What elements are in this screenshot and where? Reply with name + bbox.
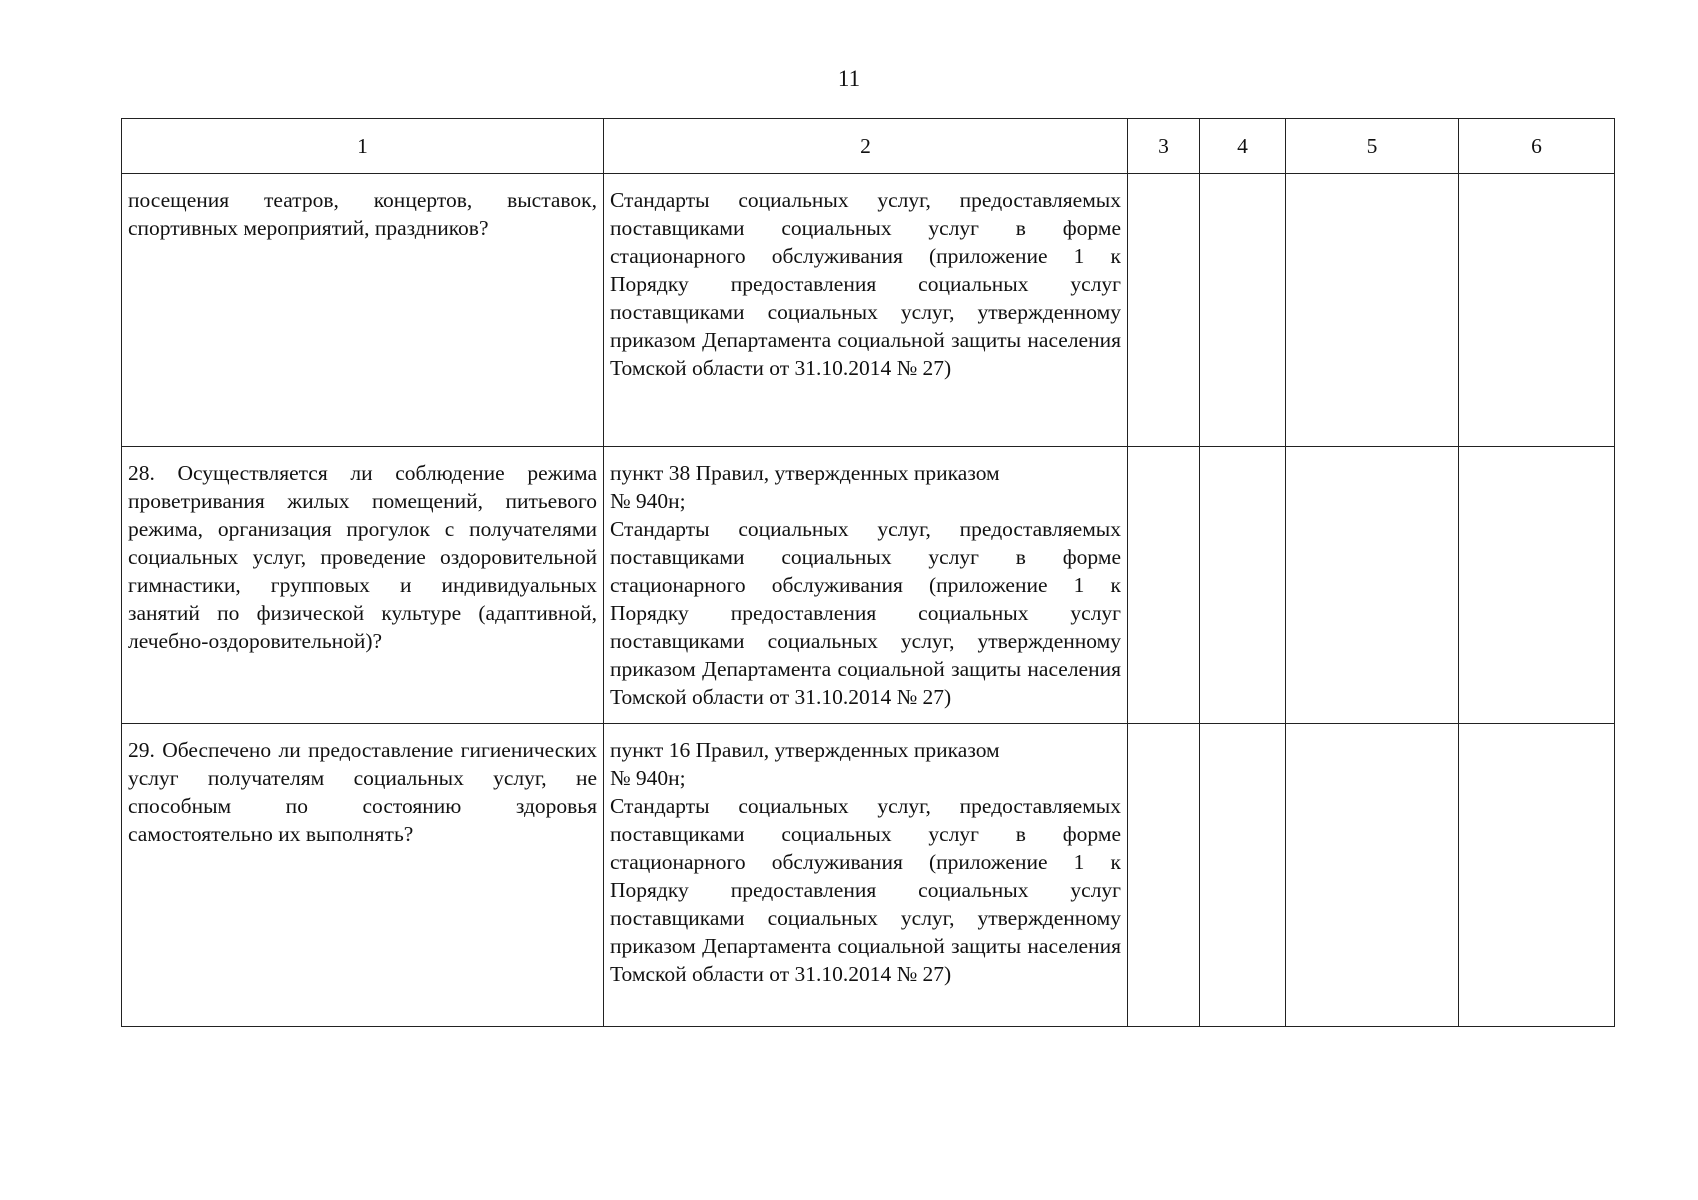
reference-cell (604, 174, 1128, 447)
col3-cell (1128, 447, 1200, 724)
table-row (122, 724, 1615, 1027)
col5-cell (1286, 724, 1459, 1027)
reference-line: № 940н; (610, 766, 686, 790)
inspection-table (121, 118, 1615, 1027)
column-header-5: 5 (1286, 119, 1459, 174)
col5-cell (1286, 174, 1459, 447)
column-header-4: 4 (1200, 119, 1286, 174)
question-text: посещения театров, концертов, выставок, спортивных мероприятий, праздников? (128, 188, 597, 240)
col4-cell (1200, 174, 1286, 447)
question-cell (122, 174, 604, 447)
col5-cell (1286, 447, 1459, 724)
reference-cell (604, 724, 1128, 1027)
reference-cell (604, 447, 1128, 724)
col3-cell (1128, 174, 1200, 447)
col3-cell (1128, 724, 1200, 1027)
col4-cell (1200, 447, 1286, 724)
col6-cell (1459, 447, 1615, 724)
table-row (122, 447, 1615, 724)
page-number: 11 (837, 66, 861, 91)
reference-text: Стандарты социальных услуг, предоставляемых поставщиками социальных услуг в форме стационарного обслуживания (приложение 1 к Порядку предоставления социальных услуг поставщиками социальных услуг, утвержденному приказом Департамента социальной защиты населения Томской области от 31.10.2014 № 27) (610, 188, 1121, 380)
question-cell (122, 724, 604, 1027)
table-header-row (122, 119, 1615, 174)
reference-text: Стандарты социальных услуг, предоставляемых поставщиками социальных услуг в форме стационарного обслуживания (приложение 1 к Порядку предоставления социальных услуг поставщиками социальных услуг, утвержденному приказом Департамента социальной защиты населения Томской области от 31.10.2014 № 27) (610, 794, 1121, 986)
reference-line: пункт 16 Правил, утвержденных приказом (610, 738, 1000, 762)
reference-line: № 940н; (610, 489, 686, 513)
reference-line: пункт 38 Правил, утвержденных приказом (610, 461, 1000, 485)
table-row (122, 174, 1615, 447)
column-header-6: 6 (1459, 119, 1615, 174)
column-header-1: 1 (122, 119, 604, 174)
column-header-3: 3 (1128, 119, 1200, 174)
reference-text: Стандарты социальных услуг, предоставляемых поставщиками социальных услуг в форме стационарного обслуживания (приложение 1 к Порядку предоставления социальных услуг поставщиками социальных услуг, утвержденному приказом Департамента социальной защиты населения Томской области от 31.10.2014 № 27) (610, 517, 1121, 709)
col6-cell (1459, 174, 1615, 447)
question-cell (122, 447, 604, 724)
question-text: 28. Осуществляется ли соблюдение режима проветривания жилых помещений, питьевого режима, организация прогулок с получателями социальных услуг, проведение оздоровительной гимнастики, групповых и индивидуальных занятий по физической культуре (адаптивной, лечебно-оздоровительной)? (128, 461, 597, 653)
col4-cell (1200, 724, 1286, 1027)
question-text: 29. Обеспечено ли предоставление гигиенических услуг получателям социальных услуг, не способным по состоянию здоровья самостоятельно их выполнять? (128, 738, 597, 846)
column-header-2: 2 (604, 119, 1128, 174)
col6-cell (1459, 724, 1615, 1027)
